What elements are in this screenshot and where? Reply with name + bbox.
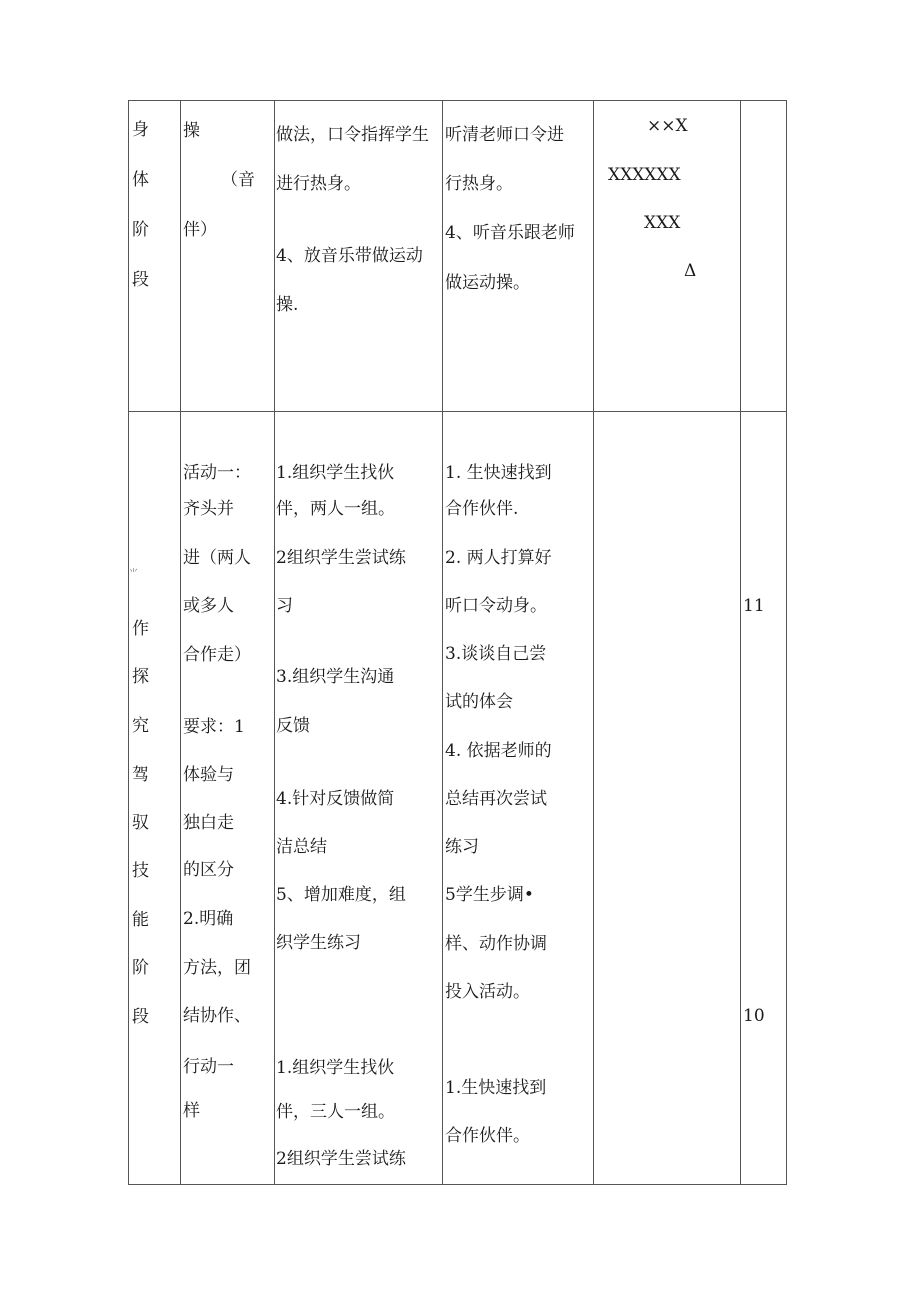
content-line: 活动一： (183, 463, 251, 483)
teacher-line: 操. (276, 295, 299, 315)
table-row-divider (128, 411, 787, 412)
col-divider-3 (442, 100, 443, 1185)
formation-symbol: Δ (684, 261, 697, 281)
stage-char: 阶 (132, 220, 149, 240)
student-line: 样、动作协调 (445, 934, 547, 954)
stage-char: 驭 (132, 813, 149, 833)
content-line: 进（两人 (183, 548, 251, 568)
table-right-border (786, 100, 787, 1185)
table-left-border (128, 100, 129, 1185)
col-divider-5 (740, 100, 741, 1185)
student-line: 3.谈谈自己尝 (445, 644, 547, 664)
content-line: 齐头并 (183, 499, 234, 519)
formation-line: XXX (644, 213, 681, 233)
student-line: 做运动操。 (445, 273, 530, 293)
content-line: 或多人 (183, 596, 234, 616)
teacher-line: 2组织学生尝试练 (276, 1149, 406, 1169)
teacher-line: 洁总结 (276, 837, 327, 857)
stage-char: 身 (132, 120, 149, 140)
teacher-line: 习 (276, 596, 293, 616)
teacher-line: 1.组织学生找伙 (276, 1058, 395, 1078)
student-line: 5学生步调• (445, 885, 534, 905)
student-line: 合作伙伴。 (445, 1126, 530, 1146)
content-line: 的区分 (183, 860, 234, 880)
stage-mark: ⺌ (129, 569, 139, 579)
student-line: 试的体会 (445, 692, 513, 712)
teacher-line: 1.组织学生找伙 (276, 463, 395, 483)
teacher-line: 4.针对反馈做简 (276, 789, 395, 809)
teacher-line: 进行热身。 (276, 174, 361, 194)
stage-char: 作 (132, 619, 149, 639)
content-line: 体验与 (183, 765, 234, 785)
col-divider-4 (593, 100, 594, 1185)
stage-char: 阶 (132, 958, 149, 978)
table-bottom-border (128, 1184, 787, 1185)
teacher-line: 做法，口令指挥学生 (276, 125, 429, 145)
content-line: 合作走） (183, 645, 251, 665)
formation-line: XXXXXX (608, 165, 681, 185)
col-divider-2 (274, 100, 275, 1185)
content-line: 要求：1 (183, 717, 245, 737)
stage-char: 探 (132, 667, 149, 687)
student-line: 练习 (445, 837, 479, 857)
stage-char: 段 (132, 1007, 149, 1027)
stage-char: 驾 (132, 765, 149, 785)
student-line: 1. 生快速找到 (445, 463, 552, 483)
teacher-line: 2组织学生尝试练 (276, 548, 406, 568)
time-value: 10 (743, 1006, 765, 1026)
content-line: （音 (221, 170, 255, 190)
stage-char: 究 (132, 716, 149, 736)
teacher-line: 反馈 (276, 716, 310, 736)
student-line: 投入活动。 (445, 982, 530, 1002)
table-top-border (128, 100, 787, 101)
content-line: 结协作、 (183, 1006, 251, 1026)
student-line: 合作伙伴. (445, 499, 519, 519)
student-line: 4、听音乐跟老师 (445, 223, 575, 243)
content-line: 样 (183, 1101, 200, 1121)
stage-char: 段 (132, 270, 149, 290)
content-line: 方法，团 (183, 958, 251, 978)
stage-char: 技 (132, 861, 149, 881)
student-line: 听清老师口令进 (445, 125, 564, 145)
teacher-line: 5、增加难度，组 (276, 885, 406, 905)
col-divider-1 (180, 100, 181, 1185)
teacher-line: 织学生练习 (276, 933, 361, 953)
teacher-line: 4、放音乐带做运动 (276, 246, 423, 266)
stage-char: 能 (132, 910, 149, 930)
student-line: 听口令动身。 (445, 596, 547, 616)
teacher-line: 3.组织学生沟通 (276, 667, 395, 687)
content-line: 伴） (183, 220, 217, 240)
content-line: 2.明确 (183, 909, 234, 929)
student-line: 1.生快速找到 (445, 1078, 547, 1098)
stage-char: 体 (132, 170, 149, 190)
teacher-line: 伴，两人一组。 (276, 499, 395, 519)
content-line: 独白走 (183, 813, 234, 833)
formation-line: ××X (647, 116, 688, 136)
student-line: 行热身。 (445, 174, 513, 194)
content-line: 操 (183, 121, 200, 141)
content-line: 行动一 (183, 1057, 234, 1077)
student-line: 2. 两人打算好 (445, 548, 552, 568)
student-line: 4. 依据老师的 (445, 741, 552, 761)
teacher-line: 伴，三人一组。 (276, 1102, 395, 1122)
time-value: 11 (743, 596, 765, 616)
student-line: 总结再次尝试 (445, 789, 547, 809)
